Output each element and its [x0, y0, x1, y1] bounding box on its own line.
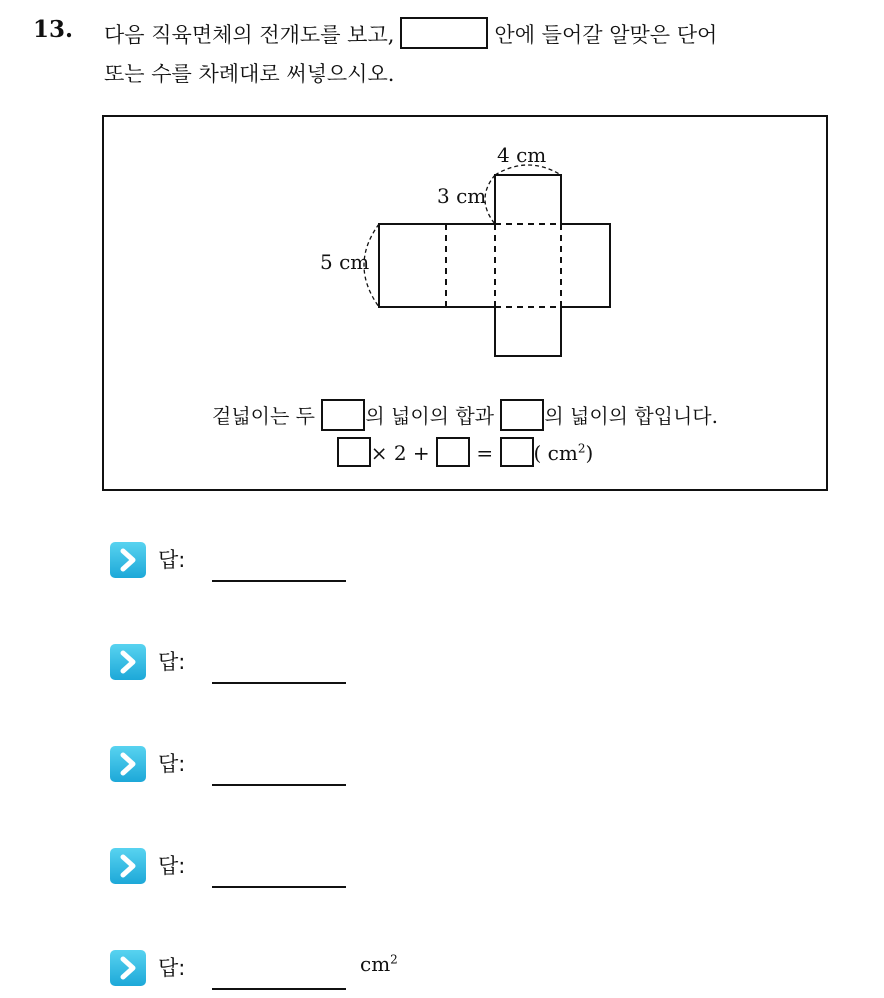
answer-unit: $cm^2$ [360, 952, 398, 976]
answer-label: 답: [158, 956, 186, 980]
blank-box [500, 437, 534, 467]
chevron-right-icon [110, 950, 146, 986]
dimension-arc-mid [485, 175, 495, 224]
question-text-line1 [104, 17, 717, 49]
description-line2 [104, 437, 826, 467]
answer-input-line[interactable] [212, 784, 346, 786]
dimension-label-top: 4 cm [497, 143, 547, 167]
answer-label: 답: [158, 548, 186, 572]
equals-sign: = [476, 441, 494, 465]
unit-text: ( $cm^2$) [533, 441, 594, 465]
blank-box [337, 437, 371, 467]
cuboid-net-diagram [104, 117, 826, 489]
figure-box [102, 115, 828, 491]
net-outline [379, 175, 610, 356]
description-text: 의 넓이의 합과 [365, 404, 494, 428]
chevron-right-icon [110, 542, 146, 578]
question-text-line2: 또는 수를 차례대로 써넣으시오. [104, 62, 395, 86]
question-text-after-box: 안에 들어갈 알맞은 단어 [494, 23, 718, 47]
answer-label: 답: [158, 752, 186, 776]
dimension-label-left: 5 cm [320, 250, 370, 274]
description-text: 의 넓이의 합입니다. [544, 404, 718, 428]
blank-box [436, 437, 470, 467]
answer-input-line[interactable] [212, 886, 346, 888]
question-text-before-box: 다음 직육면체의 전개도를 보고, [104, 23, 395, 47]
answer-input-line[interactable] [212, 988, 346, 990]
question-number: 13. [33, 16, 74, 43]
dimension-label-mid: 3 cm [437, 184, 487, 208]
answer-label: 답: [158, 650, 186, 674]
times-two-plus: × 2 + [370, 441, 430, 465]
description-text: 겉넓이는 두 [212, 404, 315, 428]
answer-input-line[interactable] [212, 682, 346, 684]
blank-box [500, 399, 544, 431]
question-blank-box [400, 17, 488, 49]
description-line1 [104, 399, 826, 431]
chevron-right-icon [110, 746, 146, 782]
blank-box [321, 399, 365, 431]
answer-label: 답: [158, 854, 186, 878]
answer-input-line[interactable] [212, 580, 346, 582]
chevron-right-icon [110, 644, 146, 680]
chevron-right-icon [110, 848, 146, 884]
